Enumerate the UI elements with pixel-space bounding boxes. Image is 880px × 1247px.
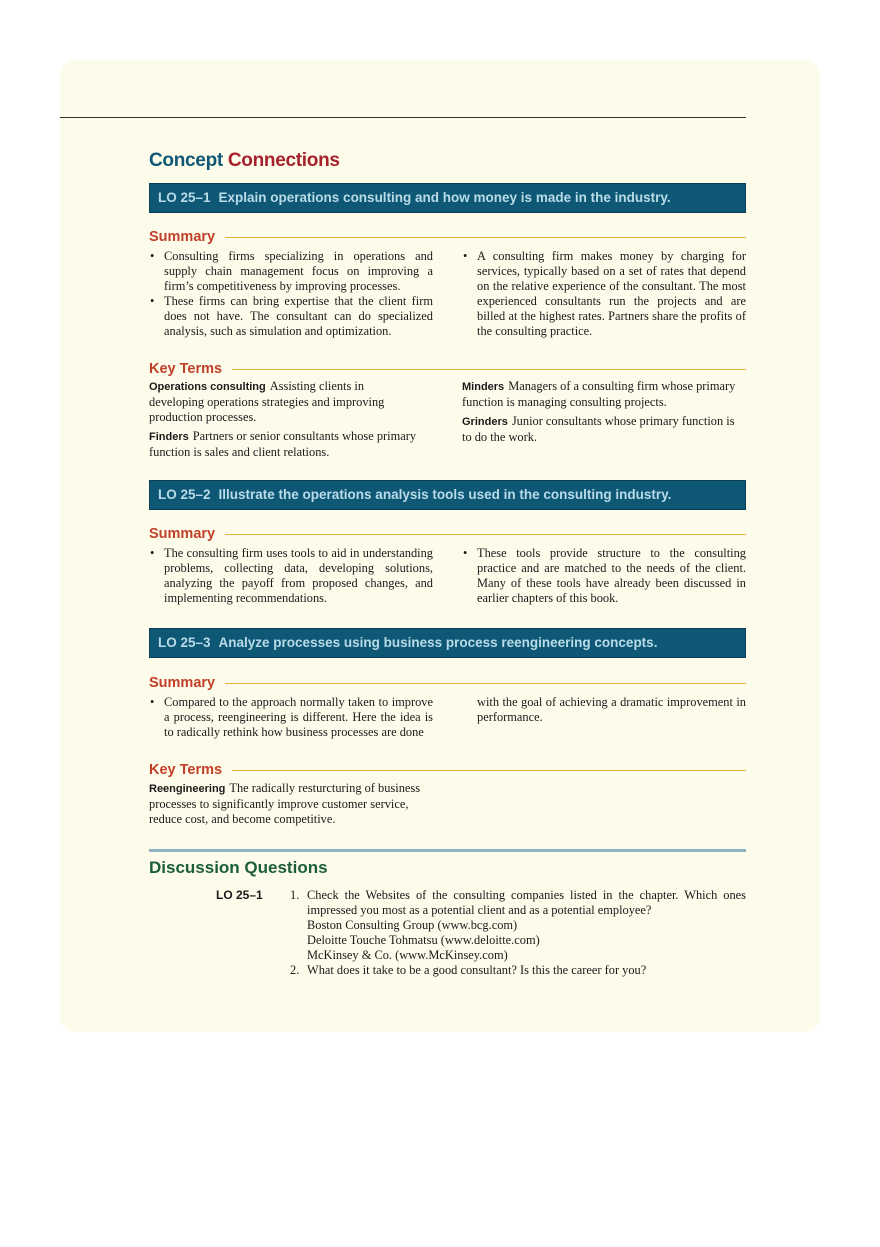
- term-entry: [149, 379, 421, 425]
- term-entry: [462, 379, 744, 410]
- lo2-summary-right: [462, 546, 746, 606]
- question-text: What does it take to be a good consultant? Is this the career for you?: [307, 963, 647, 977]
- top-rule: [60, 117, 746, 118]
- lo1-terms-left: [149, 379, 421, 464]
- term-entry: [149, 781, 421, 827]
- lo-25-1-banner: [149, 183, 746, 213]
- lo1-summary-right: [462, 249, 746, 339]
- term-def: The radically resturcturing of business processes to significantly improve customer service, reduce cost, and become competitive.: [149, 781, 421, 826]
- lo3-summary-left: [149, 695, 433, 740]
- question-1: [290, 888, 746, 963]
- term-name: Grinders: [462, 416, 508, 428]
- list-item: • These firms can bring expertise that the client firm does not have. The consultant can do specialized analysis, such as simulation and optimization.: [149, 294, 433, 339]
- list-item: • A consulting firm makes money by charging for services, typically based on a set of rates that depend on the relative experience of the consultant. The most experienced consultants run the projects and are billed at the highest rates. Partners share the profits of the consulting practice.: [462, 249, 746, 339]
- lo1-summary-heading: Summary: [149, 228, 746, 246]
- lo-title: Explain operations consulting and how money is made in the industry.: [218, 190, 671, 205]
- lo-code: LO 25–2: [158, 487, 211, 502]
- lo3-summary-heading: Summary: [149, 674, 746, 692]
- list-item: • Compared to the approach normally taken to improve a process, reengineering is different. Here the idea is to radically rethink how business processes are done: [149, 695, 433, 740]
- discussion-lo-tag: LO 25–1: [216, 888, 263, 902]
- question-number: 2.: [290, 963, 300, 977]
- discussion-title: Discussion Questions: [149, 858, 328, 877]
- term-def: Managers of a consulting firm whose primary function is managing consulting projects.: [462, 379, 736, 409]
- term-entry: [462, 414, 744, 445]
- lo-title: Analyze processes using business process reengineering concepts.: [218, 635, 658, 650]
- lo1-terms-right: [462, 379, 744, 449]
- question-sub-item: Deloitte Touche Tohmatsu (www.deloitte.com): [307, 933, 540, 947]
- question-sub-item: McKinsey & Co. (www.McKinsey.com): [307, 948, 508, 962]
- term-def: Junior consultants whose primary function is to do the work.: [462, 414, 735, 444]
- lo-25-3-banner: [149, 628, 746, 658]
- title-connections: Connections: [227, 150, 340, 171]
- question-number: 1.: [290, 888, 300, 902]
- lo3-summary-right: [477, 695, 746, 725]
- term-def: Assisting clients in developing operations strategies and improving production processes.: [149, 379, 385, 424]
- list-item: • Consulting firms specializing in operations and supply chain management focus on improving a firm’s competitiveness by improving processes.: [149, 249, 433, 294]
- list-item: • These tools provide structure to the consulting practice and are matched to the needs of the client. Many of these tools have already been discussed in earlier chapters of this book.: [462, 546, 746, 606]
- term-name: Operations consulting: [149, 381, 266, 393]
- term-name: Reengineering: [149, 783, 226, 795]
- term-name: Finders: [149, 431, 189, 443]
- lo-code: LO 25–3: [158, 635, 211, 650]
- lo2-summary-left: [149, 546, 433, 606]
- question-2: [290, 963, 746, 978]
- term-name: Minders: [462, 381, 505, 393]
- lo-25-2-banner: [149, 480, 746, 510]
- question-sub-item: Boston Consulting Group (www.bcg.com): [307, 918, 518, 932]
- question-text: Check the Websites of the consulting companies listed in the chapter. Which ones impressed you most as a potential client and as a potential employee?: [307, 888, 746, 917]
- lo1-key-terms-heading: Key Terms: [149, 360, 746, 378]
- page-title: [149, 150, 340, 172]
- title-concept: Concept: [149, 150, 223, 171]
- summary-continued: with the goal of achieving a dramatic improvement in performance.: [477, 695, 746, 724]
- lo2-summary-heading: Summary: [149, 525, 746, 543]
- term-entry: [149, 429, 421, 460]
- lo3-key-terms-heading: Key Terms: [149, 761, 746, 779]
- lo3-terms-left: [149, 781, 421, 831]
- term-def: Partners or senior consultants whose primary function is sales and client relations.: [149, 429, 417, 459]
- discussion-rule: [149, 849, 746, 852]
- lo-code: LO 25–1: [158, 190, 211, 205]
- list-item: • The consulting firm uses tools to aid in understanding problems, collecting data, developing solutions, analyzing the payoff from proposed changes, and implementing recommendations.: [149, 546, 433, 606]
- lo1-summary-left: [149, 249, 433, 339]
- lo-title: Illustrate the operations analysis tools used in the consulting industry.: [218, 487, 672, 502]
